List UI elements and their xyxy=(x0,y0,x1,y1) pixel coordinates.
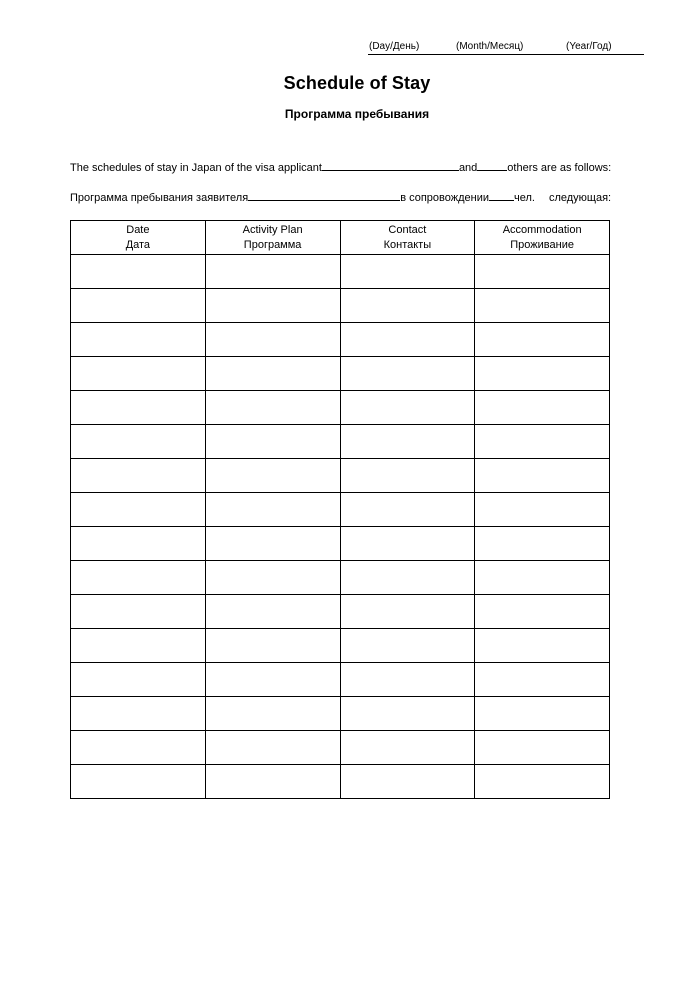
activity-cell[interactable] xyxy=(205,459,340,493)
contact-cell[interactable] xyxy=(340,595,475,629)
statement-en-text-3: others are as follows: xyxy=(507,162,612,174)
month-field[interactable]: (Month/Месяц) xyxy=(456,41,524,52)
accommodation-cell[interactable] xyxy=(475,629,610,663)
column-header-activity-en: Activity Plan xyxy=(242,223,303,236)
accommodation-cell[interactable] xyxy=(475,289,610,323)
activity-cell[interactable] xyxy=(205,629,340,663)
schedule-body xyxy=(71,255,610,799)
date-cell[interactable] xyxy=(71,731,206,765)
page-title: Schedule of Stay xyxy=(283,73,431,93)
table-row xyxy=(71,527,610,561)
contact-cell[interactable] xyxy=(340,527,475,561)
date-cell[interactable] xyxy=(71,459,206,493)
schedule-table xyxy=(70,220,610,799)
activity-cell[interactable] xyxy=(205,255,340,289)
table-row xyxy=(71,765,610,799)
activity-cell[interactable] xyxy=(205,323,340,357)
date-cell[interactable] xyxy=(71,765,206,799)
date-cell[interactable] xyxy=(71,493,206,527)
accommodation-cell[interactable] xyxy=(475,357,610,391)
contact-cell[interactable] xyxy=(340,731,475,765)
contact-cell[interactable] xyxy=(340,357,475,391)
accommodation-cell[interactable] xyxy=(475,731,610,765)
column-header-accommodation-ru: Проживание xyxy=(510,238,574,251)
activity-cell[interactable] xyxy=(205,357,340,391)
activity-cell[interactable] xyxy=(205,289,340,323)
date-cell[interactable] xyxy=(71,697,206,731)
column-header-date xyxy=(71,221,206,255)
accommodation-cell[interactable] xyxy=(475,493,610,527)
accommodation-cell[interactable] xyxy=(475,697,610,731)
table-row xyxy=(71,289,610,323)
accommodation-cell[interactable] xyxy=(475,255,610,289)
statement-ru-text-3: чел. xyxy=(514,192,535,204)
column-header-accommodation-en: Accommodation xyxy=(502,223,582,236)
activity-cell[interactable] xyxy=(205,527,340,561)
table-row xyxy=(71,561,610,595)
column-header-activity xyxy=(205,221,340,255)
contact-cell[interactable] xyxy=(340,425,475,459)
column-header-contact-en: Contact xyxy=(388,223,427,236)
activity-cell[interactable] xyxy=(205,493,340,527)
activity-cell[interactable] xyxy=(205,425,340,459)
statement-english xyxy=(70,160,611,175)
applicant-name-blank[interactable] xyxy=(322,160,459,171)
accommodation-cell[interactable] xyxy=(475,765,610,799)
date-fields xyxy=(368,40,644,55)
statement-ru-text-1: Программа пребывания заявителя xyxy=(70,192,249,204)
table-row xyxy=(71,357,610,391)
contact-cell[interactable] xyxy=(340,255,475,289)
column-header-contact xyxy=(340,221,475,255)
column-header-contact-ru: Контакты xyxy=(383,238,432,251)
activity-cell[interactable] xyxy=(205,731,340,765)
table-row xyxy=(71,255,610,289)
activity-cell[interactable] xyxy=(205,391,340,425)
contact-cell[interactable] xyxy=(340,459,475,493)
activity-cell[interactable] xyxy=(205,595,340,629)
contact-cell[interactable] xyxy=(340,493,475,527)
accommodation-cell[interactable] xyxy=(475,323,610,357)
date-cell[interactable] xyxy=(71,561,206,595)
contact-cell[interactable] xyxy=(340,289,475,323)
date-cell[interactable] xyxy=(71,595,206,629)
applicant-name-blank-ru[interactable] xyxy=(248,190,400,201)
date-cell[interactable] xyxy=(71,425,206,459)
table-row xyxy=(71,697,610,731)
accommodation-cell[interactable] xyxy=(475,595,610,629)
contact-cell[interactable] xyxy=(340,663,475,697)
table-row xyxy=(71,493,610,527)
accommodation-cell[interactable] xyxy=(475,663,610,697)
contact-cell[interactable] xyxy=(340,391,475,425)
date-cell[interactable] xyxy=(71,663,206,697)
accommodation-cell[interactable] xyxy=(475,527,610,561)
contact-cell[interactable] xyxy=(340,561,475,595)
activity-cell[interactable] xyxy=(205,663,340,697)
date-cell[interactable] xyxy=(71,323,206,357)
column-header-date-ru: Дата xyxy=(125,238,151,251)
table-row xyxy=(71,391,610,425)
date-cell[interactable] xyxy=(71,391,206,425)
accommodation-cell[interactable] xyxy=(475,459,610,493)
table-row xyxy=(71,459,610,493)
companions-count-blank-ru[interactable] xyxy=(489,190,514,201)
contact-cell[interactable] xyxy=(340,629,475,663)
statement-en-text-1: The schedules of stay in Japan of the visa applicant xyxy=(70,162,322,174)
table-row xyxy=(71,595,610,629)
date-cell[interactable] xyxy=(71,357,206,391)
activity-cell[interactable] xyxy=(205,765,340,799)
table-header-row xyxy=(71,221,610,255)
statement-russian xyxy=(70,190,611,205)
accommodation-cell[interactable] xyxy=(475,425,610,459)
table-row xyxy=(71,731,610,765)
contact-cell[interactable] xyxy=(340,697,475,731)
contact-cell[interactable] xyxy=(340,323,475,357)
column-header-date-en: Date xyxy=(126,223,150,236)
date-cell[interactable] xyxy=(71,527,206,561)
column-header-accommodation xyxy=(475,221,610,255)
date-cell[interactable] xyxy=(71,289,206,323)
accommodation-cell[interactable] xyxy=(475,391,610,425)
table-row xyxy=(71,425,610,459)
contact-cell[interactable] xyxy=(340,765,475,799)
date-cell[interactable] xyxy=(71,629,206,663)
column-header-activity-ru: Программа xyxy=(243,238,302,251)
table-row xyxy=(71,323,610,357)
date-cell[interactable] xyxy=(71,255,206,289)
statement-en-text-2: and xyxy=(458,162,478,174)
activity-cell[interactable] xyxy=(205,561,340,595)
table-row xyxy=(71,629,610,663)
accommodation-cell[interactable] xyxy=(475,561,610,595)
table-row xyxy=(71,663,610,697)
activity-cell[interactable] xyxy=(205,697,340,731)
year-field[interactable]: (Year/Год) xyxy=(566,41,612,52)
companions-count-blank[interactable] xyxy=(477,160,507,171)
statement-ru-text-2: в сопровождении xyxy=(400,192,489,204)
statement-ru-text-4: следующая: xyxy=(548,192,612,204)
day-field[interactable]: (Day/День) xyxy=(369,41,420,52)
page-subtitle: Программа пребывания xyxy=(284,107,430,121)
